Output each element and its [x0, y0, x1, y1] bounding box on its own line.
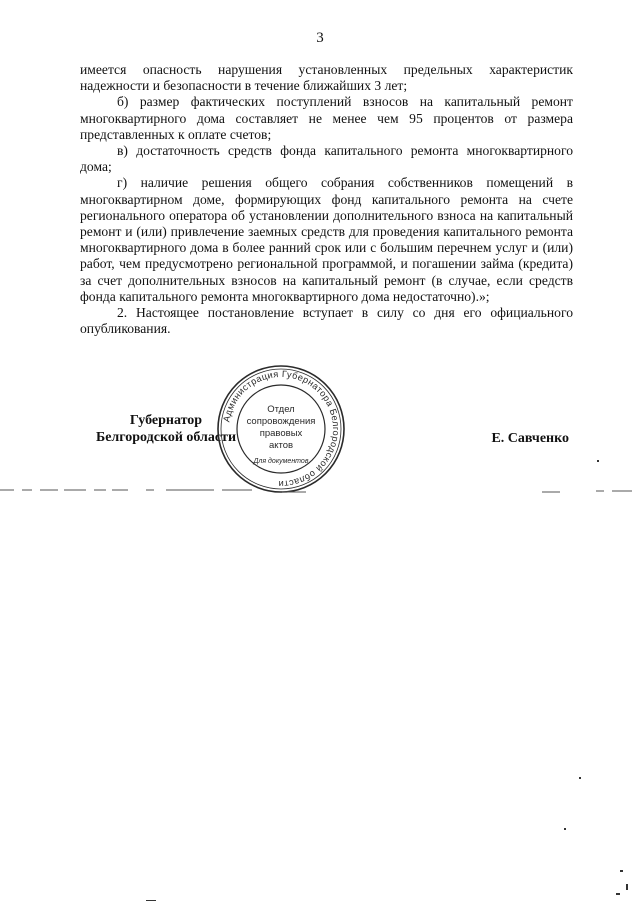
paragraph-continuation: имеется опасность нарушения установленных предельных характеристик надежности и безопасности в течение ближайших 3 лет; — [80, 62, 573, 94]
paragraph-item-v: в) достаточность средств фонда капитального ремонта многоквартирного дома; — [80, 143, 573, 175]
scan-artifact-line — [0, 486, 640, 496]
stamp-inner-line4: актов — [268, 440, 294, 451]
document-body — [80, 62, 573, 337]
stamp-inner-bottom: Для документов — [253, 458, 309, 465]
stamp-inner-line3: правовых — [259, 428, 303, 439]
page-number: 3 — [316, 30, 324, 46]
stamp-inner-line2: сопровождения — [246, 416, 316, 427]
signatory-title-line1: Губернатор — [129, 413, 203, 428]
stamp-inner-line1: Отдел — [267, 404, 295, 415]
scan-speck — [626, 884, 628, 890]
scan-speck — [564, 828, 566, 830]
signatory-title-line2: Белгородской области — [95, 430, 237, 445]
scan-speck — [597, 460, 599, 462]
stamp-outer-text: Администрация Губернатора Белгородской области — [221, 368, 342, 490]
scan-speck — [579, 777, 581, 779]
signatory-name: Е. Савченко — [491, 431, 569, 446]
paragraph-item-b: б) размер фактических поступлений взносов на капитальный ремонт многоквартирного дома составляет не менее чем 95 процентов от размера представленных к оплате счетов; — [80, 94, 573, 142]
paragraph-item-g: г) наличие решения общего собрания собственников помещений в многоквартирном доме, формирующих фонд капитального ремонта на счете регионального оператора об установлении дополнительного взноса на капитальный ремонт и (или) привлечение заемных средств для проведения капитального ремонта многоквартирного дома в более ранний срок или с большим перечнем услуг и (или) работ, чем предусмотрено региональной программой, и погашении займа (кредита) за счет дополнительных взносов на капитальный ремонт (в случае, если средств фонда капитального ремонта многоквартирного дома недостаточно).»; — [80, 175, 573, 304]
scan-speck — [620, 870, 623, 872]
paragraph-effective-date: 2. Настоящее постановление вступает в силу со дня его официального опубликования. — [80, 305, 573, 337]
official-stamp — [214, 362, 348, 496]
scan-speck — [616, 893, 620, 895]
stamp-graphic — [214, 362, 348, 496]
scan-speck — [146, 900, 156, 901]
